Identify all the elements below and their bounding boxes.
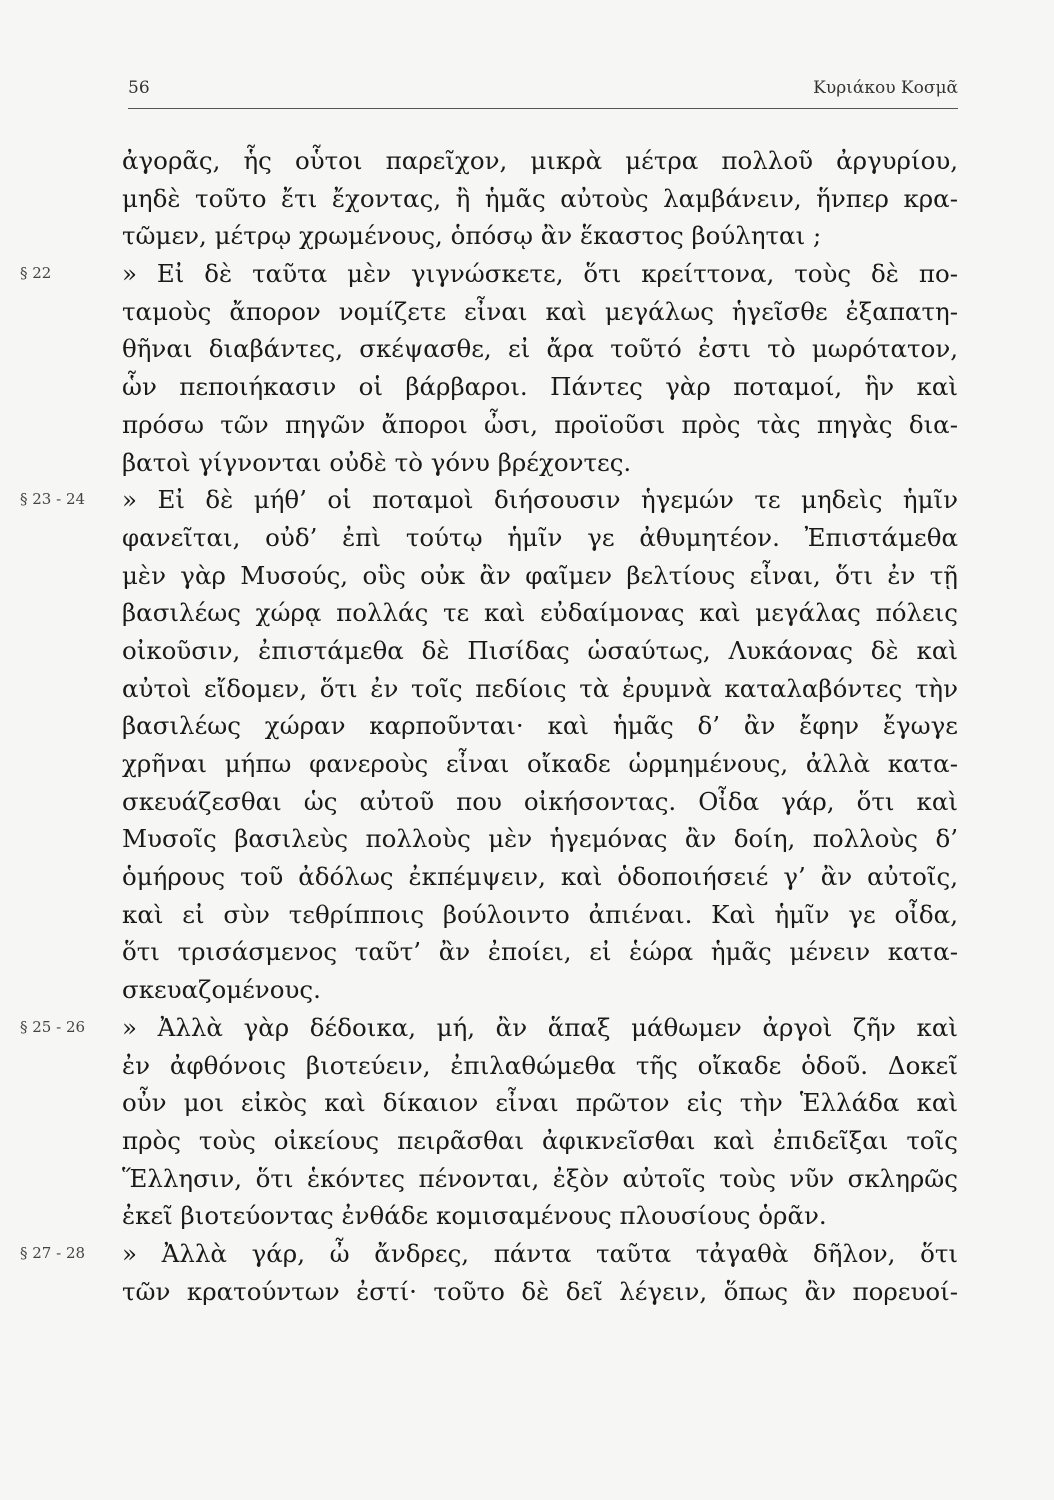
line-text: ὧν πεποιήκασιν οἱ βάρβαροι. Πάντες γὰρ ποταμοί, ἣν καὶ [122, 372, 958, 402]
text-line [0, 594, 1054, 632]
page-header [128, 78, 958, 108]
text-line [0, 481, 1054, 519]
text-line [0, 707, 1054, 745]
text-line [0, 255, 1054, 293]
section-reference: § 22 [20, 264, 52, 283]
line-text: Ἕλλησιν, ὅτι ἑκόντες πένονται, ἐξὸν αὐτοῖς τοὺς νῦν σκληρῶς [122, 1163, 958, 1193]
line-text: τῶν κρατούντων ἐστί· τοῦτο δὲ δεῖ λέγειν, ὅπως ἂν πορευοί- [122, 1276, 958, 1306]
line-text: θῆναι διαβάντες, σκέψασθε, εἰ ἄρα τοῦτό ἐστι τὸ μωρότατον, [122, 334, 958, 364]
text-line [0, 1084, 1054, 1122]
line-text: » Ἀλλὰ γάρ, ὦ ἄνδρες, πάντα ταῦτα τἀγαθὰ δῆλον, ὅτι [122, 1238, 958, 1268]
line-text: μὲν γὰρ Μυσούς, οὓς οὐκ ἂν φαῖμεν βελτίους εἶναι, ὅτι ἐν τῇ [122, 560, 958, 590]
greek-text-body [0, 142, 1054, 1310]
text-line [0, 971, 1054, 1009]
text-line [0, 368, 1054, 406]
line-text: βασιλέως χώρᾳ πολλάς τε καὶ εὐδαίμονας καὶ μεγάλας πόλεις [122, 598, 958, 628]
text-line [0, 1197, 1054, 1235]
line-text: ὁμήρους τοῦ ἀδόλως ἐκπέμψειν, καὶ ὁδοποιήσειέ γ’ ἂν αὐτοῖς, [122, 862, 958, 892]
text-line [0, 1273, 1054, 1311]
section-reference: § 23 - 24 [20, 490, 86, 509]
line-text: σκευαζομένους. [122, 975, 321, 1005]
line-text: αὐτοὶ εἴδομεν, ὅτι ἐν τοῖς πεδίοις τὰ ἐρυμνὰ καταλαβόντες τὴν [122, 673, 958, 703]
text-line [0, 293, 1054, 331]
text-line [0, 557, 1054, 595]
text-line [0, 933, 1054, 971]
line-text: οὖν μοι εἰκὸς καὶ δίκαιον εἶναι πρῶτον εἰς τὴν Ἑλλάδα καὶ [122, 1088, 958, 1118]
line-text: χρῆναι μήπω φανεροὺς εἶναι οἴκαδε ὡρμημένους, ἀλλὰ κατα- [122, 749, 958, 778]
line-text: ἐν ἀφθόνοις βιοτεύειν, ἐπιλαθώμεθα τῆς οἴκαδε ὁδοῦ. Δοκεῖ [122, 1050, 958, 1080]
section-reference: § 25 - 26 [20, 1017, 86, 1036]
text-line [0, 632, 1054, 670]
line-text: » Ἀλλὰ γὰρ δέδοικα, μή, ἂν ἅπαξ μάθωμεν ἀργοὶ ζῆν καὶ [122, 1012, 958, 1042]
line-text: Μυσοῖς βασιλεὺς πολλοὺς μὲν ἡγεμόνας ἂν δοίη, πολλοὺς δ’ [122, 824, 958, 854]
text-line [0, 1122, 1054, 1160]
text-line [0, 820, 1054, 858]
text-line [0, 1160, 1054, 1198]
line-text: πρὸς τοὺς οἰκείους πειρᾶσθαι ἀφικνεῖσθαι καὶ ἐπιδεῖξαι τοῖς [122, 1125, 958, 1155]
line-text: πρόσω τῶν πηγῶν ἄποροι ὦσι, προϊοῦσι πρὸς τὰς πηγὰς δια- [122, 409, 958, 439]
text-line [0, 142, 1054, 180]
line-text: ἀγορᾶς, ἧς οὗτοι παρεῖχον, μικρὰ μέτρα πολλοῦ ἀργυρίου, [122, 146, 958, 175]
text-line [0, 896, 1054, 934]
line-text: καὶ εἰ σὺν τεθρίπποις βούλοιντο ἀπιέναι. Καὶ ἡμῖν γε οἶδα, [122, 899, 958, 929]
text-line [0, 406, 1054, 444]
text-line [0, 217, 1054, 255]
text-line [0, 180, 1054, 218]
line-text: ταμοὺς ἄπορον νομίζετε εἶναι καὶ μεγάλως ἡγεῖσθε ἐξαπατη- [122, 296, 958, 326]
text-line [0, 858, 1054, 896]
text-line [0, 444, 1054, 482]
text-line [0, 670, 1054, 708]
header-rule [128, 108, 958, 109]
line-text: σκευάζεσθαι ὡς αὐτοῦ που οἰκήσοντας. Οἶδα γάρ, ὅτι καὶ [122, 786, 958, 816]
line-text: » Εἰ δὲ μήθ’ οἱ ποταμοὶ διήσουσιν ἡγεμών τε μηδεὶς ἡμῖν [122, 485, 958, 515]
line-text: ὅτι τρισάσμενος ταῦτ’ ἂν ἐποίει, εἰ ἑώρα ἡμᾶς μένειν κατα- [122, 937, 958, 967]
line-text: βατοὶ γίγνονται οὐδὲ τὸ γόνυ βρέχοντες. [122, 447, 632, 477]
line-text: φανεῖται, οὐδ’ ἐπὶ τούτῳ ἡμῖν γε ἀθυμητέον. Ἐπιστάμεθα [122, 522, 958, 552]
text-line [0, 783, 1054, 821]
line-text: μηδὲ τοῦτο ἔτι ἔχοντας, ἢ ἡμᾶς αὐτοὺς λαμβάνειν, ἥνπερ κρα- [122, 183, 958, 213]
text-line [0, 745, 1054, 783]
line-text: βασιλέως χώραν καρποῦνται· καὶ ἡμᾶς δ’ ἂν ἔφην ἔγωγε [122, 711, 958, 741]
text-line [0, 330, 1054, 368]
text-line [0, 519, 1054, 557]
text-line [0, 1009, 1054, 1047]
text-line [0, 1235, 1054, 1273]
line-text: οἰκοῦσιν, ἐπιστάμεθα δὲ Πισίδας ὡσαύτως, Λυκάονας δὲ καὶ [122, 635, 958, 665]
text-line [0, 1047, 1054, 1085]
section-reference: § 27 - 28 [20, 1243, 86, 1262]
line-text: τῶμεν, μέτρῳ χρωμένους, ὁπόσῳ ἂν ἕκαστος βούληται ; [122, 221, 822, 251]
line-text: ἐκεῖ βιοτεύοντας ἐνθάδε κομισαμένους πλουσίους ὁρᾶν. [122, 1201, 827, 1231]
running-head: Κυριάκου Κοσμᾶ [813, 78, 958, 98]
line-text: » Εἰ δὲ ταῦτα μὲν γιγνώσκετε, ὅτι κρείττονα, τοὺς δὲ πο- [122, 259, 958, 289]
page-number: 56 [128, 78, 150, 98]
